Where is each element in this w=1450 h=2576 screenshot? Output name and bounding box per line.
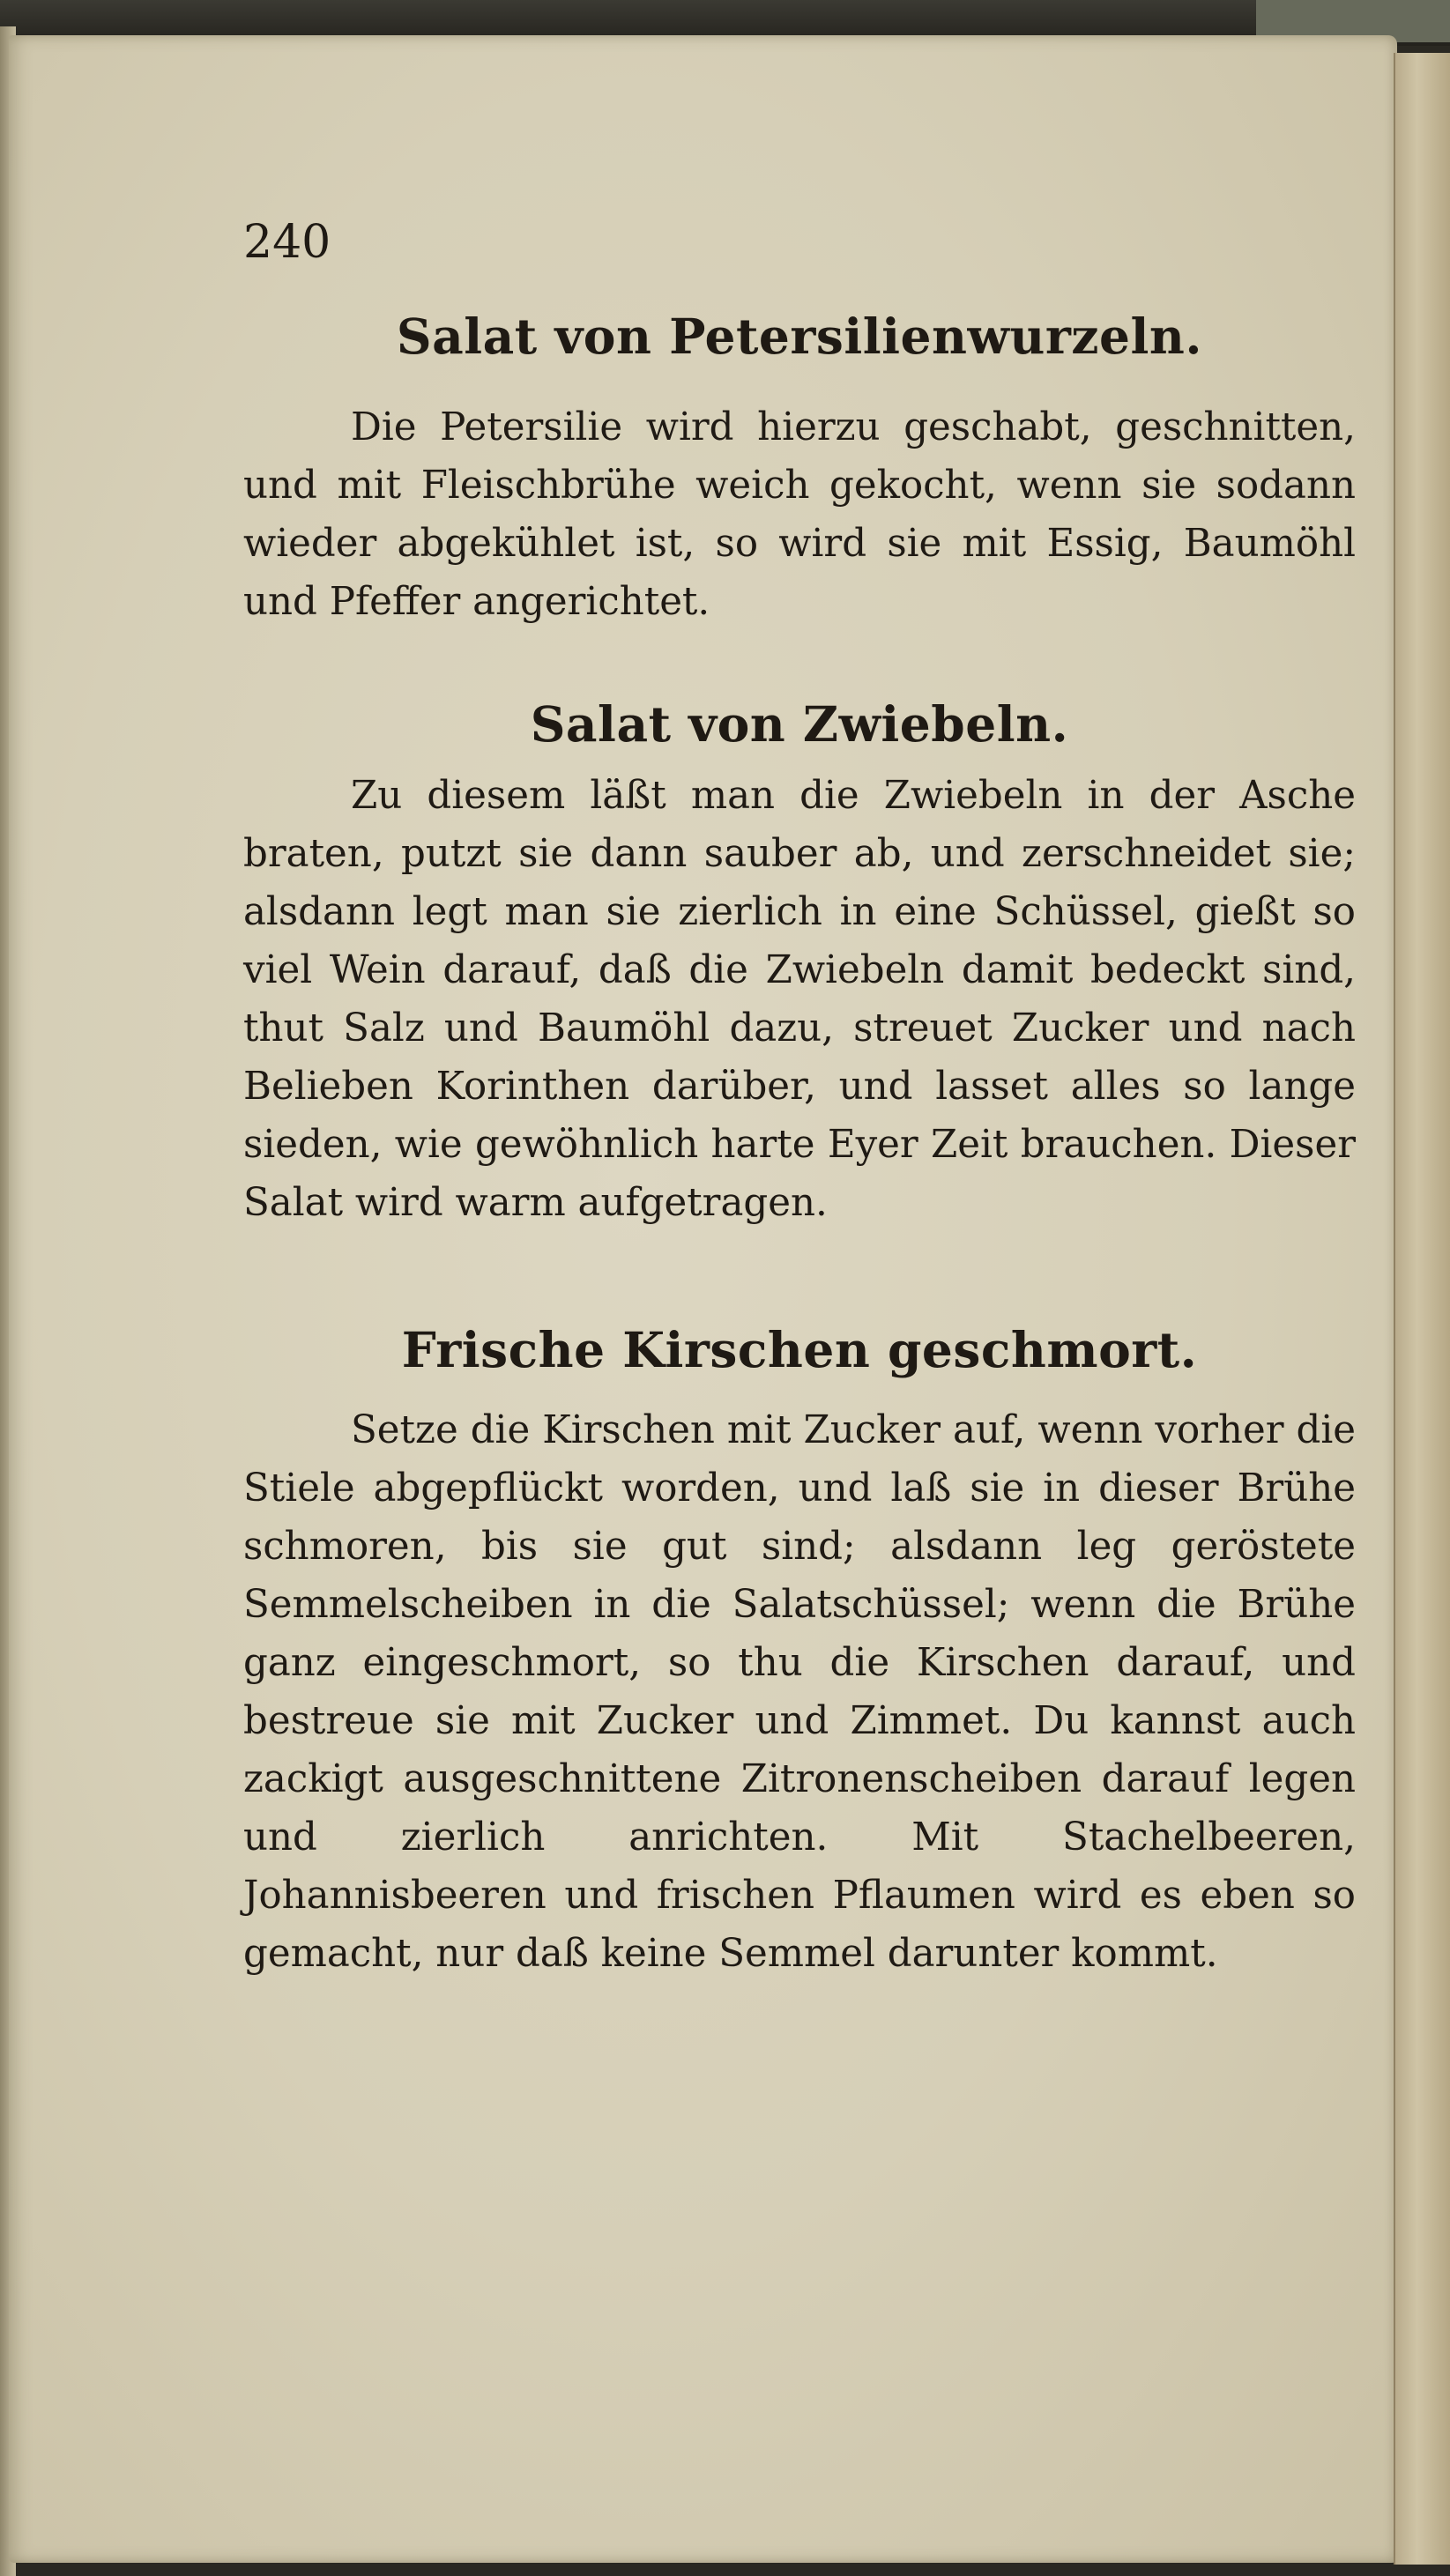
recipe-title-onion-salad: Salat von Zwiebeln.	[530, 695, 1069, 753]
recipe-title-parsley-root-salad: Salat von Petersilienwurzeln.	[396, 308, 1203, 365]
facing-page-edge	[1394, 53, 1450, 2565]
page-number: 240	[243, 216, 331, 269]
recipe-text-braised-cherries: Setze die Kirschen mit Zucker auf, wenn vorher die Stiele abgepflückt worden, und laß sie in dieser Brühe schmoren, bis sie gut sind; alsdann leg geröstete Semmelscheiben in die Salatschüssel; wenn die Brühe ganz eingeschmort, so thu die Kirschen darauf, und bestreue sie mit Zucker und Zimmet. Du kannst auch zackigt ausgeschnittene Zitronenscheiben darauf legen und zierlich anrichten. Mit Stachelbeeren, Johannisbeeren und frischen Pflaumen wird es eben so gemacht, nur daß keine Semmel darunter kommt.	[243, 1408, 1356, 1976]
recipe-text-parsley-root-salad: Die Petersilie wird hierzu geschabt, geschnitten, und mit Fleischbrühe weich gekocht, wenn sie sodann wieder abgekühlet ist, so wird sie mit Essig, Baumöhl und Pfeffer angerichtet.	[243, 405, 1356, 624]
recipe-title-braised-cherries: Frische Kirschen geschmort.	[401, 1321, 1198, 1378]
recipe-text-onion-salad: Zu diesem läßt man die Zwiebeln in der Asche braten, putzt sie dann sauber ab, und zerschneidet sie; alsdann legt man sie zierlich in eine Schüssel, gießt so viel Wein darauf, daß die Zwiebeln damit bedeckt sind, thut Salz und Baumöhl dazu, streuet Zucker und nach Belieben Korinthen darüber, und lasset alles so lange sieden, wie gewöhnlich harte Eyer Zeit brauchen. Dieser Salat wird warm aufgetragen.	[243, 774, 1356, 1225]
